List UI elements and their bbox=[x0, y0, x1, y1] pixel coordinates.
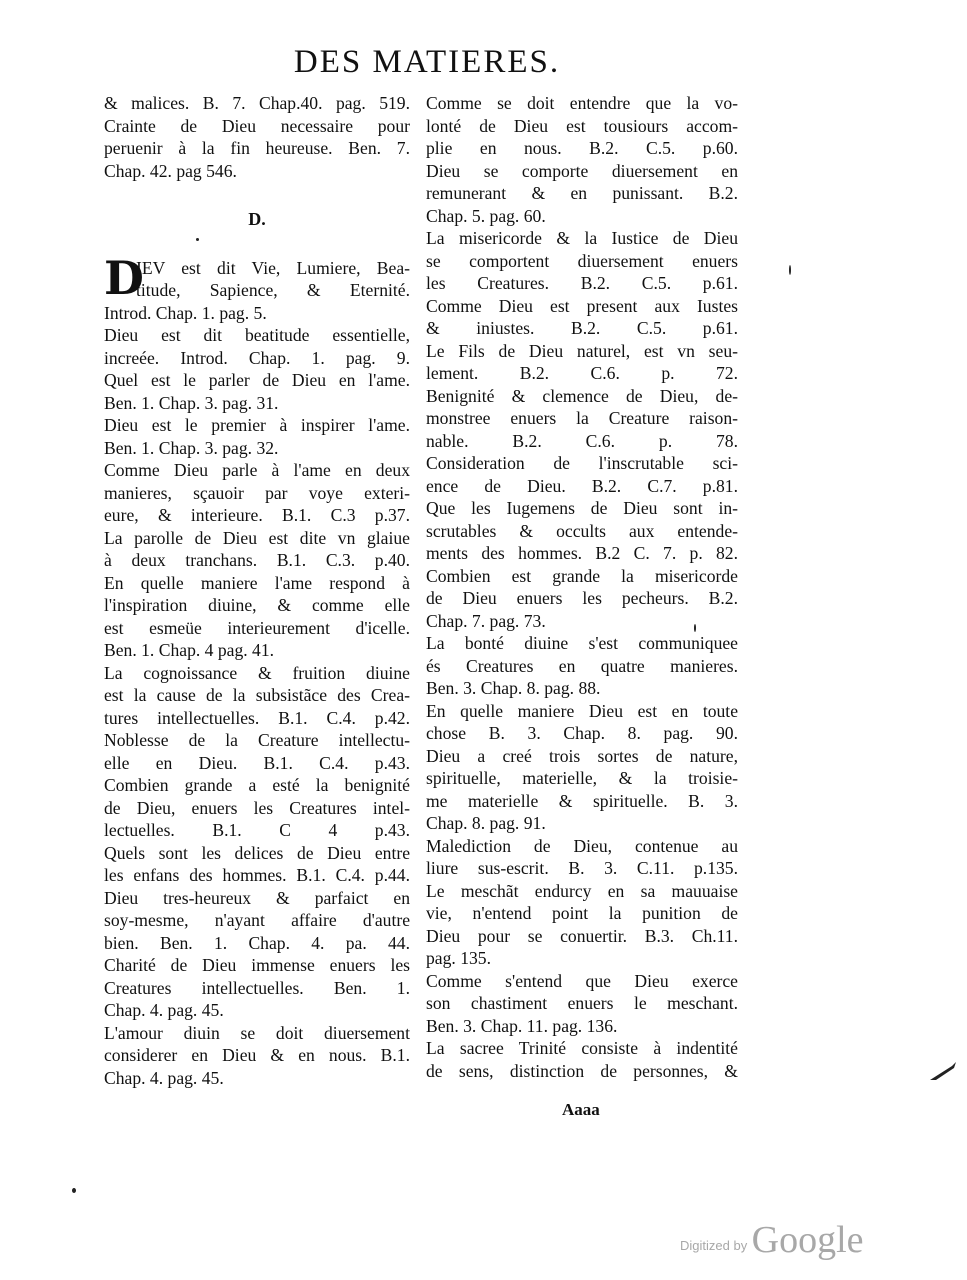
index-line: Introd. Chap. 1. pag. 5. bbox=[104, 302, 267, 323]
index-line: Ben. 1. Chap. 3. pag. 31. bbox=[104, 392, 279, 413]
index-line: Comme Dieu parle à l'ame en deux bbox=[104, 460, 410, 480]
index-line: Chap. 8. pag. 91. bbox=[426, 813, 546, 833]
index-line: Quels sont les delices de Dieu entre bbox=[104, 842, 410, 863]
index-line: peruenir à la fin heureuse. Ben. 7. bbox=[104, 138, 410, 158]
index-line: Benignité & clemence de Dieu, de- bbox=[426, 385, 738, 406]
index-line: Noblesse de la Creature intellectu- bbox=[104, 730, 410, 750]
index-line: ments des hommes. B.2 C. 7. p. 82. bbox=[426, 543, 738, 563]
index-line: Ben. 3. Chap. 11. pag. 136. bbox=[426, 1015, 618, 1036]
index-line: pag. 135. bbox=[426, 948, 491, 968]
index-line: soy-mesme, n'ayant affaire d'autre bbox=[104, 910, 410, 930]
index-line: liure sus-escrit. B. 3. C.11. p.135. bbox=[426, 858, 738, 878]
index-line: de sens, distinction de personnes, & bbox=[426, 1060, 738, 1081]
index-line: Ben. 1. Chap. 4 pag. 41. bbox=[104, 640, 275, 660]
signature-mark: Aaaa bbox=[562, 1100, 600, 1119]
index-line: l'inspiration diuine, & comme elle bbox=[104, 595, 410, 615]
index-line: elle en Dieu. B.1. C.4. p.43. bbox=[104, 752, 410, 773]
index-line: les enfans des hommes. B.1. C.4. p.44. bbox=[104, 865, 410, 885]
running-head: DES MATIERES. bbox=[293, 44, 561, 80]
index-line: IEV est dit Vie, Lumiere, Bea- bbox=[136, 257, 410, 278]
index-line: Comme s'entend que Dieu exerce bbox=[426, 970, 738, 991]
index-line: Chap. 5. pag. 60. bbox=[426, 205, 546, 226]
index-line: La parolle de Dieu est dite vn glaiue bbox=[104, 527, 410, 548]
index-line: manieres, sçauoir par voye exteri- bbox=[104, 482, 410, 503]
index-line: Comme se doit entendre que la vo- bbox=[426, 93, 738, 113]
index-line: Dieu est dit beatitude essentielle, bbox=[104, 325, 410, 345]
index-line: Chap. 42. pag 546. bbox=[104, 160, 237, 181]
index-line: de Dieu, enuers les Creatures intel- bbox=[104, 797, 410, 818]
index-line: Charité de Dieu immense enuers les bbox=[104, 955, 410, 975]
index-line: plie en nous. B.2. C.5. p.60. bbox=[426, 138, 738, 158]
watermark-prefix: Digitized by bbox=[680, 1238, 748, 1253]
index-line: Creatures intellectuelles. Ben. 1. bbox=[104, 977, 410, 998]
index-line: Le Fils de Dieu naturel, est vn seu- bbox=[426, 340, 738, 361]
digitized-watermark bbox=[680, 1218, 864, 1262]
index-line: tures intellectuelles. B.1. C.4. p.42. bbox=[104, 707, 410, 728]
index-line: Dieu tres-heureux & parfaict en bbox=[104, 887, 410, 908]
right-column bbox=[426, 92, 738, 1082]
index-line: és Creatures en quatre manieres. bbox=[426, 655, 738, 676]
index-line: L'amour diuin se doit diuersement bbox=[104, 1022, 410, 1043]
index-line: ence de Dieu. B.2. C.7. p.81. bbox=[426, 475, 738, 496]
index-line: son chastiment enuers le meschant. bbox=[426, 993, 738, 1013]
index-line: à deux tranchans. B.1. C.3. p.40. bbox=[104, 550, 410, 570]
drop-cap-initial: D bbox=[104, 250, 144, 305]
index-line: Le meschãt endurcy en sa mauuaise bbox=[426, 880, 738, 901]
index-line: scrutables & occults aux entende- bbox=[426, 520, 738, 541]
index-line: La misericorde & la Iustice de Dieu bbox=[426, 228, 738, 248]
index-line: Comme Dieu est present aux Iustes bbox=[426, 295, 738, 316]
index-line: lement. B.2. C.6. p. 72. bbox=[426, 363, 738, 383]
google-logo: Google bbox=[751, 1219, 864, 1261]
index-line: de Dieu enuers les pecheurs. B.2. bbox=[426, 588, 738, 608]
index-line: me materielle & spirituelle. B. 3. bbox=[426, 790, 738, 811]
index-line: & malices. B. 7. Chap.40. pag. 519. bbox=[104, 93, 410, 113]
index-line: Chap. 4. pag. 45. bbox=[104, 1067, 224, 1088]
index-line: titude, Sapience, & Eternité. bbox=[136, 280, 410, 300]
index-line: Chap. 4. pag. 45. bbox=[104, 1000, 224, 1020]
index-line: Crainte de Dieu necessaire pour bbox=[104, 115, 410, 136]
index-line: Que les Iugemens de Dieu sont in- bbox=[426, 498, 738, 518]
index-line: Combien grande a esté la benignité bbox=[104, 775, 410, 795]
index-line: Ben. 1. Chap. 3. pag. 32. bbox=[104, 437, 279, 458]
index-line: lectuelles. B.1. C 4 p.43. bbox=[104, 820, 410, 840]
index-line: se comportent diuersement enuers bbox=[426, 250, 738, 271]
index-line: La sacree Trinité consiste à indentité bbox=[426, 1038, 738, 1058]
ink-mark-icon bbox=[928, 1060, 958, 1084]
index-line: Ben. 3. Chap. 8. pag. 88. bbox=[426, 678, 601, 698]
index-line: est esmeüe interieurement d'icelle. bbox=[104, 617, 410, 638]
index-line: En quelle maniere Dieu est en toute bbox=[426, 700, 738, 721]
index-line: Dieu se comporte diuersement en bbox=[426, 160, 738, 181]
index-line: Dieu a creé trois sortes de nature, bbox=[426, 745, 738, 766]
index-line: monstree enuers la Creature raison- bbox=[426, 408, 738, 428]
index-line: Dieu pour se conuertir. B.3. Ch.11. bbox=[426, 925, 738, 946]
index-line: Consideration de l'inscrutable sci- bbox=[426, 453, 738, 473]
index-line: bien. Ben. 1. Chap. 4. pa. 44. bbox=[104, 932, 410, 953]
index-line: nable. B.2. C.6. p. 78. bbox=[426, 430, 738, 451]
index-line: est la cause de la subsistãce des Crea- bbox=[104, 685, 410, 705]
index-line: La bonté diuine s'est communiquee bbox=[426, 633, 738, 653]
index-line: les Creatures. B.2. C.5. p.61. bbox=[426, 273, 738, 293]
index-line: considerer en Dieu & en nous. B.1. bbox=[104, 1045, 410, 1065]
index-line: Chap. 7. pag. 73. bbox=[426, 610, 546, 631]
index-line: lonté de Dieu est tousiours accom- bbox=[426, 115, 738, 136]
index-line: Dieu est le premier à inspirer l'ame. bbox=[104, 415, 410, 435]
index-line: Quel est le parler de Dieu en l'ame. bbox=[104, 370, 410, 390]
index-line: eure, & interieure. B.1. C.3 p.37. bbox=[104, 505, 410, 525]
index-line: vie, n'entend point la punition de bbox=[426, 903, 738, 923]
index-line: spirituelle, materielle, & la troisie- bbox=[426, 768, 738, 788]
index-line: La cognoissance & fruition diuine bbox=[104, 662, 410, 683]
left-column bbox=[104, 92, 410, 1089]
index-line: chose B. 3. Chap. 8. pag. 90. bbox=[426, 723, 738, 743]
index-line: En quelle maniere l'ame respond à bbox=[104, 572, 410, 593]
index-line: Combien est grande la misericorde bbox=[426, 565, 738, 586]
section-letter: D. bbox=[248, 209, 266, 229]
index-line: increée. Introd. Chap. 1. pag. 9. bbox=[104, 347, 410, 368]
index-line: & iniustes. B.2. C.5. p.61. bbox=[426, 318, 738, 338]
index-line: Malediction de Dieu, contenue au bbox=[426, 835, 738, 856]
initial-block bbox=[104, 250, 410, 305]
index-line: remunerant & en punissant. B.2. bbox=[426, 183, 738, 203]
